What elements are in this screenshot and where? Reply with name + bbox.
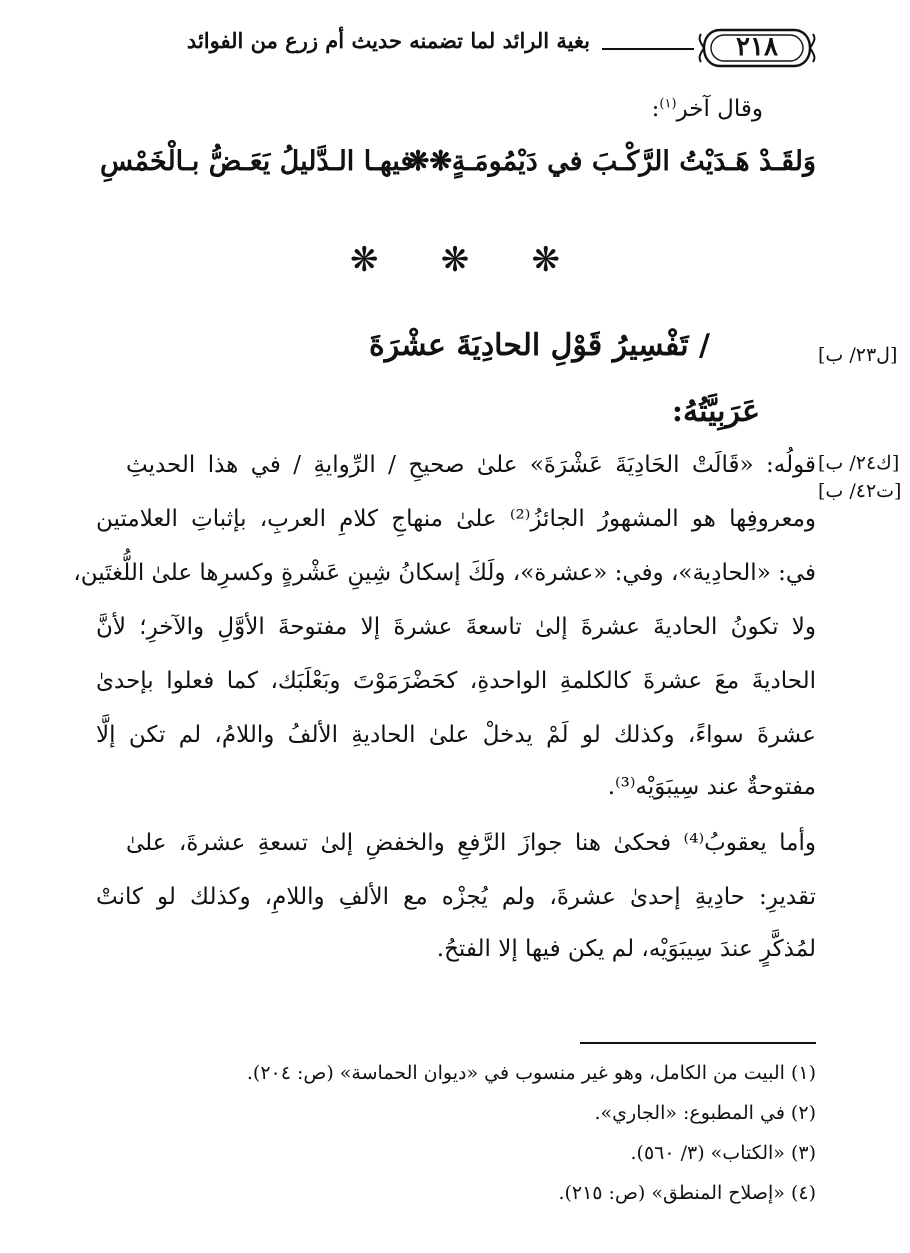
text-line: ومعروفِها هو المشهورُ الجائزُ⁽²⁾ علىٰ منهاجِ كلامِ العربِ، بإثباتِ العلامتين <box>96 506 816 532</box>
text-line: عشرةَ سواءً، وكذلك لو لَمْ يدخلْ علىٰ الحاديةِ الألفُ واللامُ، لم تكن إلَّا <box>96 722 816 748</box>
text-line: الحاديةَ معَ عشرةَ كالكلمةِ الواحدةِ، كحَضْرَمَوْتَ وبَعْلَبَك، كما فعلوا بإحدىٰ <box>96 668 816 694</box>
text-line: مفتوحةٌ عند سِيبَوَيْه⁽³⁾. <box>607 774 816 800</box>
footnote-item: (٢) في المطبوع: «الجاري». <box>594 1102 816 1124</box>
footnote-item: (٤) «إصلاح المنطق» (ص: ٢١٥). <box>558 1182 816 1204</box>
footnote-ref: (١) <box>659 96 677 112</box>
footnote-item: (١) البيت من الكامل، وهو غير منسوب في «ديوان الحماسة» (ص: ٢٠٤). <box>246 1062 816 1084</box>
verse-intro <box>652 96 763 122</box>
footnotes <box>247 1062 816 1222</box>
footnote-item: (٣) «الكتاب» (٣/ ٥٦٠). <box>630 1142 816 1164</box>
margin-note-t: [ت٤٢/ ب] <box>818 480 902 502</box>
first-hemistich: وَلقَـدْ هَـدَيْتُ الرَّكْـبَ في دَيْمُومَـةٍ <box>451 146 816 177</box>
header-rule <box>602 48 694 50</box>
page-number: ٢١٨ <box>736 32 778 62</box>
second-hemistich: فيهـا الـدَّليلُ يَعَـضُّ بـالْخَمْسِ <box>100 146 414 177</box>
text-line: ولا تكونُ الحاديةَ عشرةَ إلىٰ تاسعةَ عشرةَ إلا مفتوحةَ الأوَّلِ والآخرِ؛ لأنَّ <box>96 614 816 640</box>
margin-note-k: [ك٢٤/ ب] <box>818 452 900 474</box>
poetry-verse <box>100 146 816 192</box>
page-number-badge <box>698 26 816 70</box>
verse-intro-colon: : <box>651 96 660 122</box>
page-header <box>90 22 816 74</box>
text-line: في: «الحادِية»، وفي: «عشرة»، ولَكَ إسكانُ شِينِ عَشْرةٍ وكسرِها علىٰ اللُّغتَين، <box>73 560 816 586</box>
text-line: لمُذكَّرٍ عندَ سِيبَوَيْه، لم يكن فيها إلا الفتحُ. <box>436 936 816 962</box>
section-heading: عَرَبِيَّتُهُ: <box>671 394 760 429</box>
text-line: قولُه: «قَالَتْ الحَادِيَةَ عَشْرَةَ» علىٰ صحيحِ / الرِّوايةِ / في هذا الحديثِ <box>126 452 816 478</box>
chapter-title: / تَفْسِيرُ قَوْلِ الحادِيَةَ عشْرَةَ <box>369 328 710 363</box>
running-title: بغية الرائد لما تضمنه حديث أم زرع من الفوائد <box>186 28 590 53</box>
hemistich-separator: ❋❋ <box>406 146 452 177</box>
margin-note-chapter: [ل٢٣/ ب] <box>818 344 898 366</box>
asterism-icon: ❋ <box>440 240 470 280</box>
text-line: وأما يعقوبُ⁽⁴⁾ فحكىٰ هنا جوازَ الرَّفعِ والخفضِ إلىٰ تسعةِ عشرةَ، علىٰ <box>126 830 817 856</box>
footnote-rule <box>580 1042 816 1044</box>
asterism-icon: ❋ <box>350 240 379 280</box>
section-separator <box>350 240 560 280</box>
text-line: تقديرِ: حادِيةِ إحدىٰ عشرةَ، ولم يُجزْه مع الألفِ واللامِ، وكذلك لو كانتْ <box>96 884 816 910</box>
asterism-icon: ❋ <box>531 240 560 280</box>
verse-intro-text: وقال آخر <box>676 96 763 122</box>
